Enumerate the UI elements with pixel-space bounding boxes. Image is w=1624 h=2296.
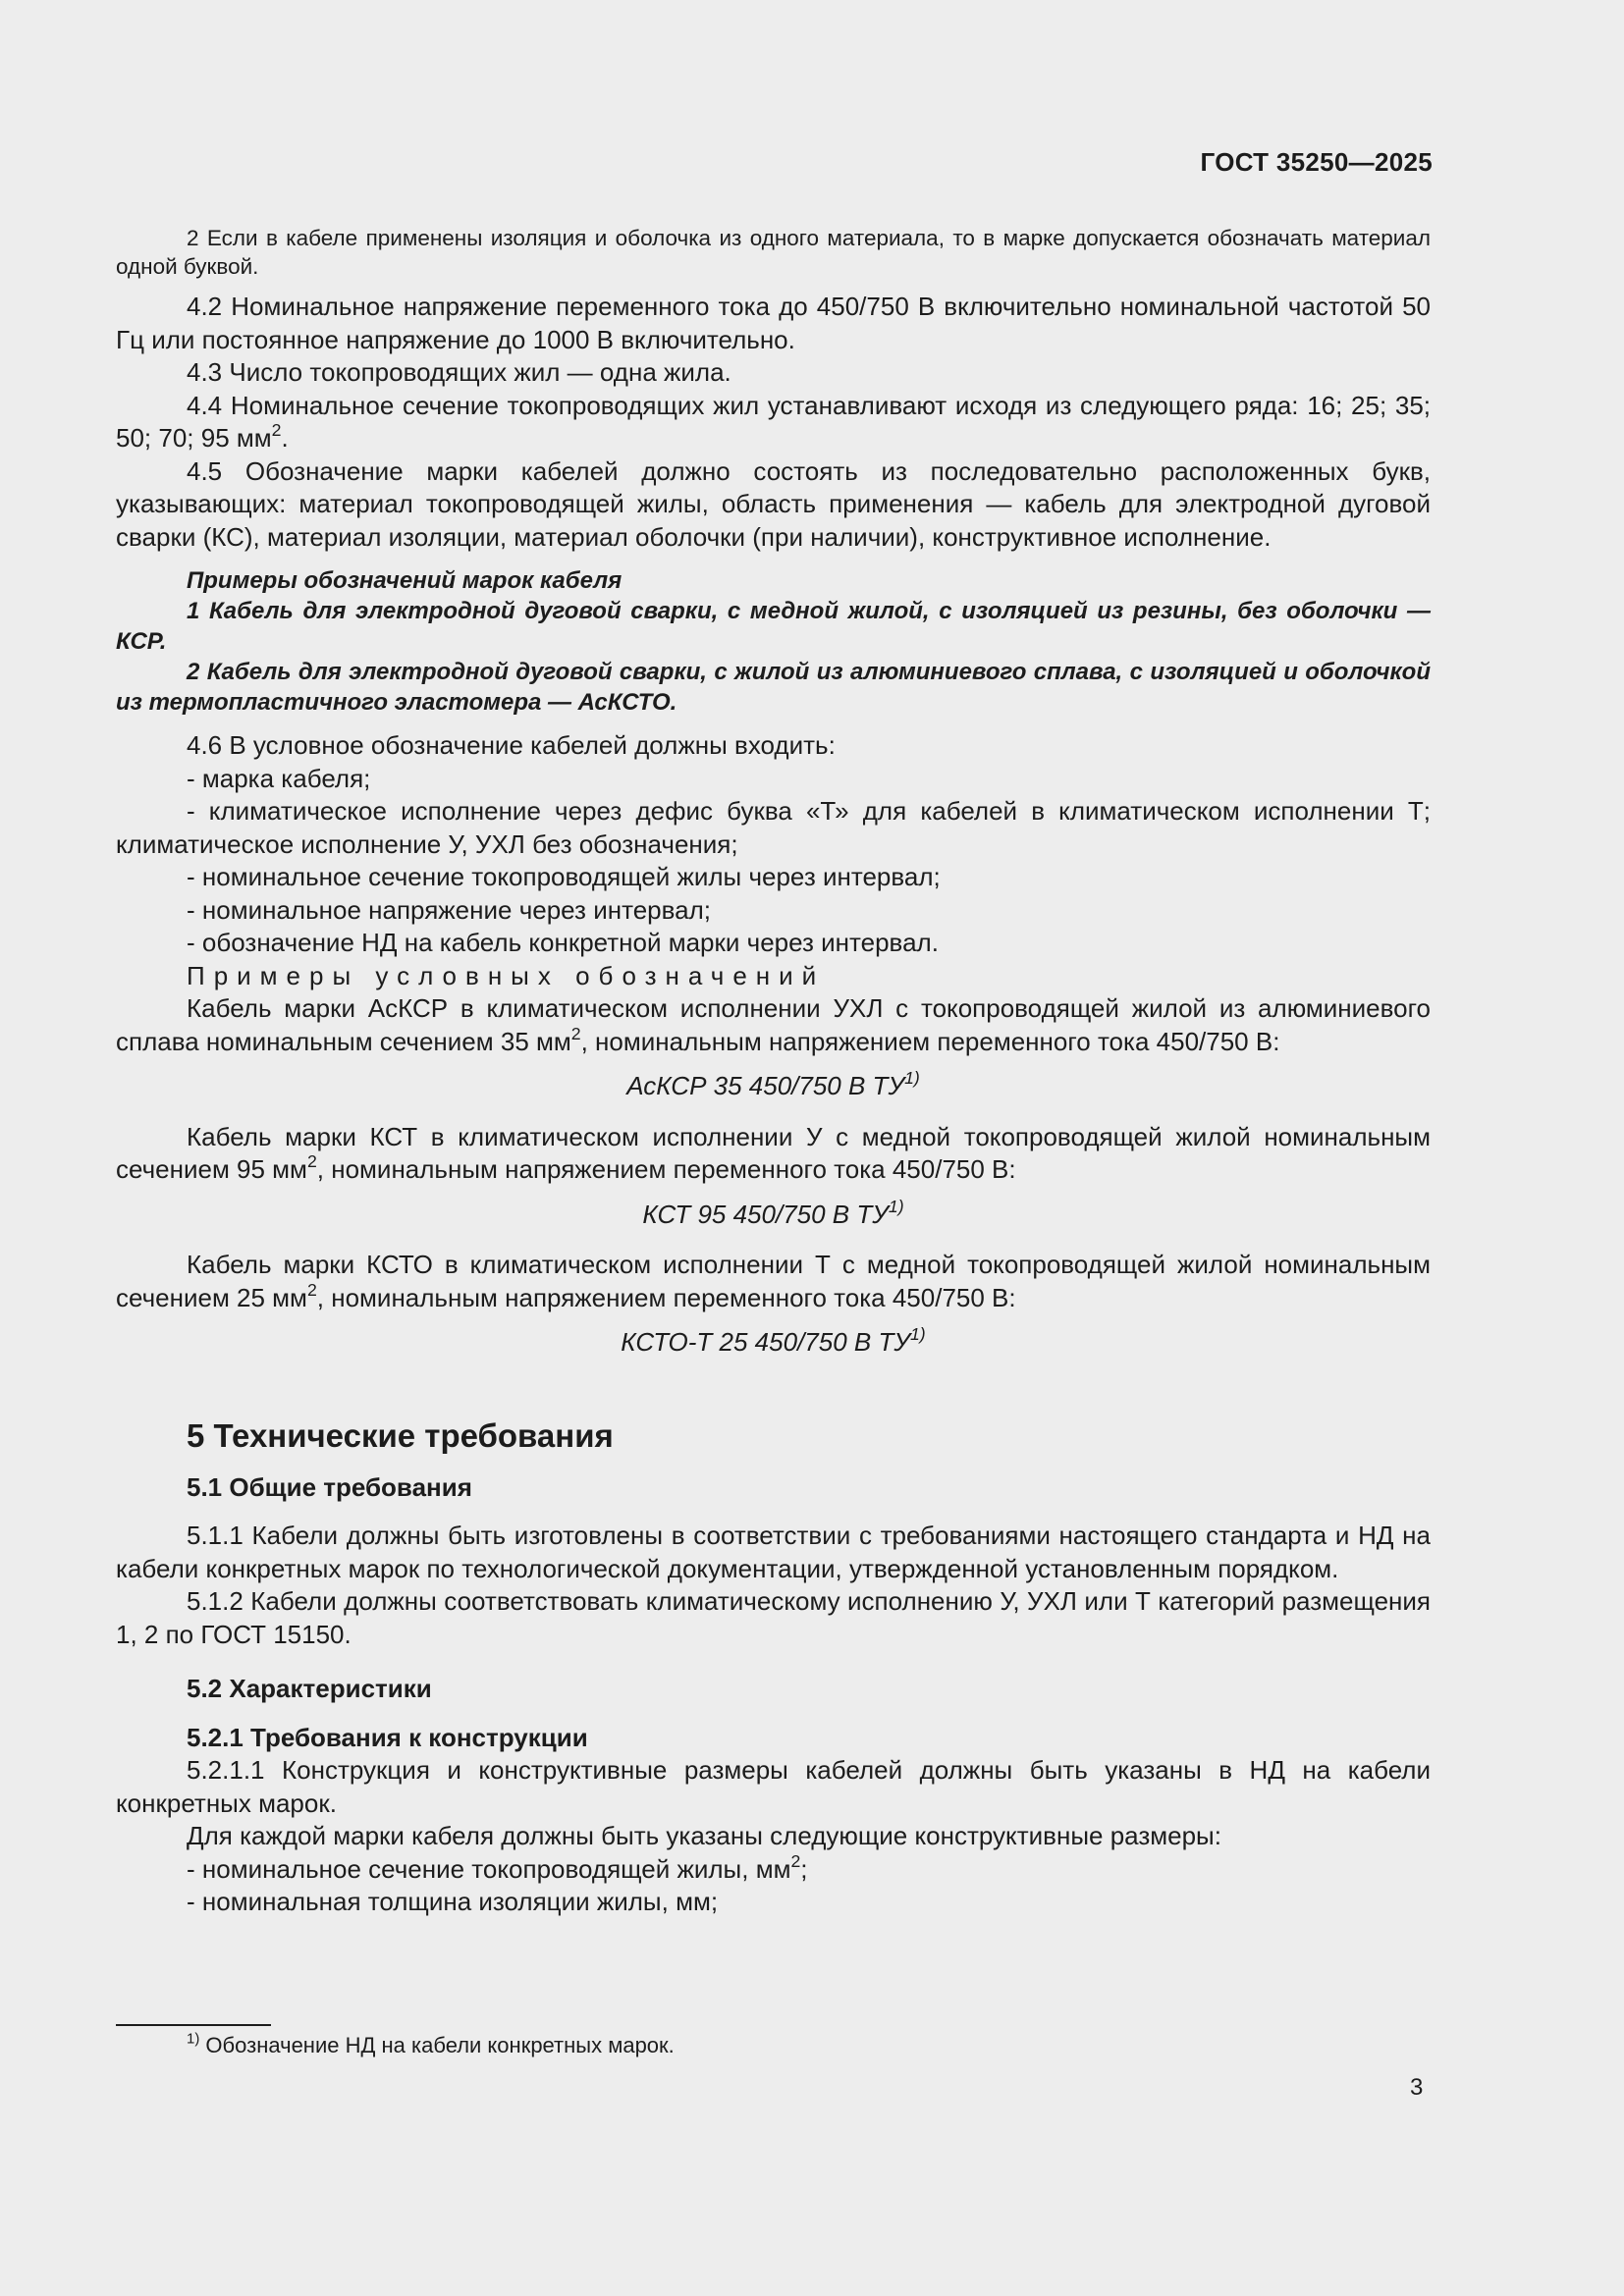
designation-code-3 — [116, 1326, 1431, 1360]
superscript: 2 — [306, 1151, 317, 1172]
para-4-6-intro: 4.6 В условное обозначение кабелей должны входить: — [187, 730, 836, 760]
para-4-4 — [116, 390, 1431, 455]
footnote-ref: 1) — [888, 1196, 904, 1216]
superscript: 2 — [790, 1850, 801, 1871]
superscript: 2 — [306, 1279, 317, 1300]
brand-examples-title: Примеры обозначений марок кабеля — [187, 567, 623, 594]
brand-examples — [116, 565, 1431, 718]
superscript: 2 — [271, 420, 282, 441]
list-item: - номинальная толщина изоляции жилы, мм; — [187, 1887, 719, 1916]
list-item-end: ; — [800, 1853, 808, 1884]
section-5-2-heading: 5.2 Характеристики — [187, 1674, 432, 1703]
footnote-ref: 1) — [909, 1324, 926, 1345]
footnote-ref: 1) — [904, 1068, 920, 1089]
para-4-4-text: 4.4 Номинальное сечение токопроводящих жил устанавливают исходя из следующего ряда: 16; 25; 35; 50; 70; 95 мм — [116, 390, 1431, 453]
sizes-intro: Для каждой марки кабеля должны быть указаны следующие конструктивные размеры: — [187, 1821, 1221, 1850]
designation-code-2 — [116, 1196, 1431, 1232]
para-4-5: 4.5 Обозначение марки кабелей должно состоять из последовательно расположенных букв, указывающих: материал токопроводящей жилы, область применения — кабель для электродной дуговой сварки (КС), материал изоляции, материал оболочки (при наличии), конструктивное исполнение. — [116, 455, 1431, 552]
note-2: 2 Если в кабеле применены изоляция и оболочка из одного материала, то в марке допускается обозначать материал одной буквой. — [116, 226, 1431, 279]
page-content — [116, 224, 1431, 1919]
code-text: АсКСР 35 450/750 В ТУ — [626, 1071, 905, 1100]
brand-example-2: 2 Кабель для электродной дуговой сварки, с жилой из алюминиевого сплава, с изоляцией и оболочкой из термопластичного эластомера — АсКСТО. — [116, 659, 1431, 716]
list-item: - номинальное напряжение через интервал; — [187, 894, 711, 925]
example-text-end: , номинальным напряжением переменного тока 450/750 В: — [316, 1154, 1016, 1184]
standard-header: ГОСТ 35250—2025 — [1200, 147, 1433, 177]
list-item-text: - номинальное сечение токопроводящей жилы, мм — [187, 1853, 791, 1884]
list-item: - номинальное сечение токопроводящей жилы через интервал; — [187, 862, 941, 891]
list-item — [116, 1850, 1431, 1887]
list-item: - климатическое исполнение через дефис буква «Т» для кабелей в климатическом исполнении Т; климатическое исполнение У, УХЛ без обозначения; — [116, 796, 1431, 859]
example-text: Кабель марки КСТО в климатическом исполнении Т с медной токопроводящей жилой номинальным сечением 25 мм — [116, 1250, 1431, 1312]
example-text: Кабель марки АсКСР в климатическом исполнении УХЛ с токопроводящей жилой из алюминиевого сплава номинальным сечением 35 мм — [116, 993, 1431, 1056]
example-text-end: , номинальным напряжением переменного тока 450/750 В: — [580, 1026, 1280, 1056]
designation-examples-title: Примеры условных обозначений — [187, 960, 826, 990]
example-text-end: , номинальным напряжением переменного тока 450/750 В: — [316, 1282, 1016, 1312]
designation-code-1 — [116, 1070, 1431, 1103]
brand-example-1: 1 Кабель для электродной дуговой сварки, с медной жилой, с изоляцией из резины, без оболочки — КСР. — [116, 598, 1431, 655]
footnote — [187, 2031, 675, 2060]
para-4-2: 4.2 Номинальное напряжение переменного тока до 450/750 В включительно номинальной частотой 50 Гц или постоянное напряжение до 1000 В включительно. — [116, 292, 1431, 354]
section-5-heading: 5 Технические требования — [187, 1416, 614, 1454]
footnote-text: Обозначение НД на кабели конкретных марок. — [205, 2033, 675, 2057]
section-5-1-heading: 5.1 Общие требования — [187, 1471, 472, 1502]
code-text: КСТО-Т 25 450/750 В ТУ — [621, 1327, 910, 1357]
section-5-2-1-heading: 5.2.1 Требования к конструкции — [187, 1722, 588, 1752]
designation-example-3 — [116, 1249, 1431, 1314]
designation-example-1 — [116, 992, 1431, 1058]
para-5-1-2: 5.1.2 Кабели должны соответствовать климатическому исполнению У, УХЛ или Т категорий размещения 1, 2 по ГОСТ 15150. — [116, 1586, 1431, 1649]
para-5-1-1: 5.1.1 Кабели должны быть изготовлены в соответствии с требованиями настоящего стандарта и НД на кабели конкретных марок по технологической документации, утвержденной установленным порядком. — [116, 1521, 1431, 1583]
footnote-mark: 1) — [187, 2030, 200, 2048]
list-item: - обозначение НД на кабель конкретной марки через интервал. — [187, 928, 939, 957]
page-number: 3 — [1410, 2074, 1424, 2101]
list-item: - марка кабеля; — [187, 763, 371, 793]
designation-example-2 — [116, 1121, 1431, 1187]
footnote-divider — [116, 2024, 271, 2026]
para-4-4-end: . — [281, 423, 289, 453]
example-text: Кабель марки КСТ в климатическом исполнении У с медной токопроводящей жилой номинальным сечением 95 мм — [116, 1121, 1431, 1184]
para-4-3: 4.3 Число токопроводящих жил — одна жила. — [187, 357, 731, 387]
superscript: 2 — [570, 1023, 581, 1043]
para-5-2-1-1: 5.2.1.1 Конструкция и конструктивные размеры кабелей должны быть указаны в НД на кабели конкретных марок. — [116, 1755, 1431, 1818]
code-text: КСТ 95 450/750 В ТУ — [642, 1199, 889, 1229]
